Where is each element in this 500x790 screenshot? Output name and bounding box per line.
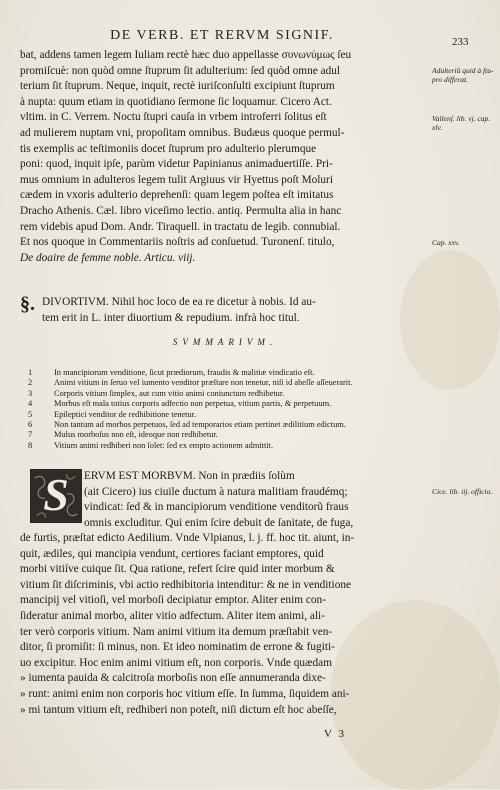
summary-num: 1 bbox=[28, 368, 33, 377]
summary-num: 2 bbox=[28, 378, 33, 388]
summary-text: Epileptici venditor de redhibitione tenetur. bbox=[54, 409, 197, 419]
text-line: (ait Cicero) ius ciuile ductum à natura malitiam fraudémq; bbox=[84, 485, 348, 498]
summary-num: 5 bbox=[28, 409, 33, 419]
summary-item bbox=[28, 441, 428, 451]
summary-text: Animi vitium in ſeruo vel iumento venditor præſtare non tenetur, niſi id abeſſe aſſeuerarit. bbox=[54, 378, 353, 388]
section-mark: §. bbox=[20, 293, 35, 315]
summary-item bbox=[28, 430, 428, 440]
text-line: mus omnium in adulteros legem tulit Argiuus vir Hyettus poſt Moluri bbox=[20, 173, 333, 186]
text-line: uo excipitur. Hoc enim animi vitium eſt, non corporis. Vnde quædam bbox=[20, 656, 332, 669]
summary-text: Corporis vitium ſimplex, aut cum vitio animi coniunctum redhibetur. bbox=[54, 388, 285, 398]
summary-num: 6 bbox=[28, 420, 33, 430]
running-head: DE VERB. ET RERVM SIGNIF. bbox=[110, 28, 334, 43]
text-line: ſideratur animal morbo, aliter vitio adfectum. Aliter item animi, ali- bbox=[20, 609, 325, 622]
summary-text: In mancipiorum venditione, ſicut prædiorum, fraudis & malitiæ vindicatio eſt. bbox=[54, 368, 315, 377]
summary-item bbox=[28, 368, 428, 378]
margin-note: Vallenſ. lib. vj. cap. xlv. bbox=[432, 114, 491, 132]
text-line: vitium ſit diſcriminis, vbi actio redhibitoria intenditur: & ne in venditione bbox=[20, 578, 352, 591]
text-line: Et nos quoque in Commentariis noſtris ad conſuetud. Turonenſ. titulo, bbox=[20, 236, 335, 249]
text-line: tis exemplis ac teſtimoniis docet ſtuprum pro adulterio plerumque bbox=[20, 142, 317, 155]
decorated-initial bbox=[30, 469, 82, 523]
paragraph-divortium bbox=[42, 295, 432, 326]
text-line: ad mulierem nuptam vni, propoſitam omnibus. Budæus quoque permul- bbox=[20, 126, 345, 139]
text-line: mancipij vel vitioſi, vel morboſi decipiatur emptor. Aliter enim con- bbox=[20, 594, 326, 607]
paragraph-body bbox=[20, 531, 430, 718]
summary-item bbox=[28, 420, 428, 430]
paragraph-initial bbox=[84, 469, 429, 531]
summary-num: 8 bbox=[28, 440, 33, 450]
text-line: DIVORTIVM. Nihil hoc loco de ea re dicetur à nobis. Id au- bbox=[42, 296, 316, 308]
page-number: 233 bbox=[452, 36, 469, 48]
summary-text: Morbus eſt mala totius corporis adfectio non perpetua, vitium partis, & perpetuum. bbox=[54, 399, 332, 409]
summary-item bbox=[28, 378, 428, 388]
text-line: morbi vitiíve cuique ſit. Qua ratione, refert ſcire quid inter morbum & bbox=[20, 563, 335, 576]
summary-list bbox=[28, 368, 428, 451]
margin-note: Cap. xxv. bbox=[432, 238, 460, 247]
paragraph-1 bbox=[20, 48, 430, 266]
text-line: » iumenta pauida & calcitroſa morboſis non eſſe annumeranda dixe- bbox=[20, 672, 326, 685]
text-line: De doaire de femme noble. Articu. viij. bbox=[20, 251, 196, 264]
text-line: ERVM EST MORBVM. Non in prædiis ſolùm bbox=[84, 470, 295, 482]
summary-num: 7 bbox=[28, 430, 33, 440]
text-line: bat, addens tamen legem Iuliam rectè hæc duo appellasse συνωνύμως ſeu bbox=[20, 49, 352, 61]
signature-mark: V 3 bbox=[324, 728, 346, 740]
summary-text: Non tantum ad morbos perpetuos, ſed ad temporarios etiam pertinet ædilitium edictum. bbox=[54, 420, 346, 430]
text-line: vindicat: ſed & in mancipiorum venditione venditorũ fraus bbox=[84, 501, 349, 514]
text-line: de furtis, præſtat edicto Aedilium. Vnde Vlpianus, l. j. ff. hoc tit. aiunt, in- bbox=[20, 532, 355, 544]
margin-note: Cice. lib. iij. officio. bbox=[432, 487, 493, 496]
summary-item bbox=[28, 389, 428, 399]
summary-item bbox=[28, 410, 428, 420]
margin-note: Adulteriũ quid à ſtu- pro differat. bbox=[432, 66, 494, 84]
text-line: ter verò corporis vitium. Nam animi vitium ita demum præſtabit ven- bbox=[20, 625, 333, 638]
summary-item bbox=[28, 399, 428, 409]
text-line: Dracho Athenis. Cæl. libro viceſimo lectio. antiq. Permulta alia in hanc bbox=[20, 204, 342, 217]
summary-title: SVMMARIVM. bbox=[172, 337, 278, 347]
text-line: cædem in vxoris adulterio deprehenſi: quam legem poſtea eſt imitatus bbox=[20, 189, 334, 202]
text-line: poni: quod, inquit ipſe, parùm videtur Papinianus animaduertiſſe. Pri- bbox=[20, 158, 333, 171]
text-line: tem erit in L. inter diuortium & repudium. infrà hoc titul. bbox=[42, 311, 300, 324]
text-line: » runt: animi enim non corporis hoc vitium eſſe. In ſumma, ſiquidem ani- bbox=[20, 687, 350, 700]
text-line: terium ſit ſtuprum. Neque, inquit, rectè iuriſconſulti excipiunt ſtuprum bbox=[20, 80, 335, 93]
text-line: omnis excluditur. Qui enim ſcire debuit de ſanitate, de fuga, bbox=[84, 516, 354, 529]
summary-num: 4 bbox=[28, 399, 33, 409]
summary-text: Vitium animi redhiberi non ſolet: ſed ex empto actionem admittit. bbox=[54, 440, 274, 450]
summary-num: 3 bbox=[28, 388, 33, 398]
initial-letter: S bbox=[43, 469, 69, 520]
text-line: vltim. in C. Verrem. Noctu ſtupri cauſa in vrbem introferri ſolitus eſt bbox=[20, 111, 327, 124]
text-line: rem videbis apud Dom. Andr. Tiraquell. in tractatu de legib. connubial. bbox=[20, 220, 341, 233]
text-line: quit, ædiles, qui mancipia vendunt, certiores faciant emptores, quid bbox=[20, 547, 324, 560]
text-line: promiſcuè: non quòd omne ſtuprum ſit adulterium: ſed quòd omne adul bbox=[20, 64, 341, 77]
text-line: ditor, ſi promiſit: ſi minus, non. Et ideo nominatim de errone & fugiti- bbox=[20, 641, 335, 654]
summary-text: Mulus morboſus non eſt, ideoque non redhibetur. bbox=[54, 430, 218, 440]
text-line: » mi tantum vitium eſt, redhiberi non poteſt, niſi dictum eſt hoc abeſſe, bbox=[20, 703, 337, 716]
text-line: à nupta: quum etiam in quotidiano ſermone ſic loquamur. Cicero Act. bbox=[20, 95, 332, 108]
